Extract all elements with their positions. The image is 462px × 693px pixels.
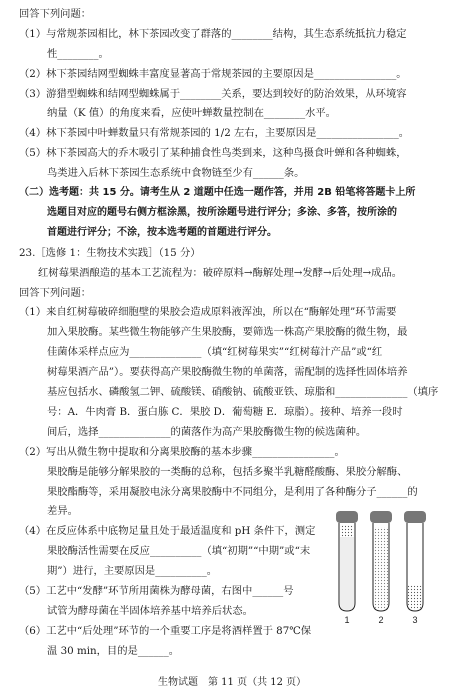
test-tubes-illustration	[326, 507, 436, 625]
test-tube-1	[336, 511, 358, 611]
text-line: 间后，选择______________的菌落作为高产果胶酶微生物的候选菌种。	[47, 425, 367, 438]
text-line: 回答下列问题：	[19, 286, 92, 299]
text-line: 纳量（K 值）的角度来看，应使叶蝉数量控制在________水平。	[47, 107, 336, 120]
tube-label-1: 1	[344, 615, 350, 625]
subquestion-5: （5）工艺中“发酵”环节所用菌株为酵母菌，右图中______号	[19, 585, 294, 597]
text-line: 佳菌体采样点应为______________（填“红树莓果实”“红树莓汁产品”或“红	[47, 346, 383, 359]
text-line: 树莓果酒产品”）。要获得高产果胶酶微生物的单菌落，需配制的选择性固体培养	[47, 366, 408, 379]
test-tube-3	[404, 511, 426, 611]
text-line: 鸟类进入后林下茶园生态系统中食物链至少有______条。	[47, 167, 305, 180]
text-line: 加入果胶酶。某些微生物能够产生果胶酶，要筛选一株高产果胶酶的微生物，最	[47, 326, 408, 339]
question-23-title: 23.［选修 1：生物技术实践］（15 分）	[19, 246, 201, 259]
text-line: 试管为酵母菌在半固体培养基中培养后状态。	[47, 604, 253, 617]
text-line: 基应包括水、磷酸氢二钾、硫酸镁、硝酸钠、硫酸亚铁、琼脂和______________（填序	[47, 386, 439, 399]
question-5: （5）林下茶园高大的乔木吸引了某种捕食性鸟类到来，这种鸟摄食叶蝉和各种蜘蛛，	[19, 147, 407, 160]
question-1: （1）与常规茶园相比，林下茶园改变了群落的________结构，其生态系统抵抗力稳定	[19, 27, 407, 40]
text-line: 期”）进行，主要原因是__________。	[47, 565, 218, 578]
question-4: （4）林下茶园中叶蝉数量只有常规茶园的 1/2 左右，主要原因是________________。	[19, 127, 410, 140]
text-line: 号：A．牛肉膏 B．蛋白胨 C．果胶 D．葡萄糖 E．琼脂）。接种、培养一段时	[47, 405, 403, 418]
text-line: 差异。	[47, 505, 78, 518]
tube-label-3: 3	[412, 615, 418, 625]
test-tube-2	[370, 511, 392, 611]
text-line: 果胶酶是能够分解果胶的一类酶的总称，包括多聚半乳糖醛酸酶、果胶分解酶、	[47, 465, 408, 478]
text-line: 温 30 min，目的是______。	[47, 644, 180, 657]
subquestion-6: （6）工艺中“后处理”环节的一个重要工序是将酒样置于 87℃保	[19, 624, 312, 637]
subquestion-2: （2）写出从微生物中提取和分离果胶酶的基本步骤________________。	[19, 445, 345, 458]
text-line: 果胶酶活性需要在反应__________（填“初期”“中期”或“末	[47, 545, 311, 558]
text-line: 回答下列问题：	[19, 8, 92, 20]
text-line: 果胶酯酶等，采用凝胶电泳分离果胶酶中不同组分，是利用了各种酶分子______的	[47, 485, 418, 498]
process-description: 红树莓果酒酿造的基本工艺流程为：破碎原料→酶解处理→发酵→后处理→成品。	[38, 266, 403, 279]
test-tubes-figure	[326, 507, 436, 625]
tube-label-2: 2	[378, 615, 384, 625]
subquestion-4: （4）在反应体系中底物足量且处于最适温度和 pH 条件下，测定	[19, 525, 316, 538]
elective-instructions-cont: 首题进行评分；不涂，按本选考题的首题进行评分。	[47, 226, 277, 238]
elective-instructions-cont: 选题目对应的题号右侧方框涂黑，按所涂题号进行评分；多涂、多答，按所涂的	[47, 206, 397, 218]
subquestion-1: （1）来自红树莓破碎细胞壁的果胶会造成原料液浑浊，所以在“酶解处理”环节需要	[19, 306, 397, 319]
question-3: （3）游猎型蜘蛛和结网型蜘蛛属于________关系，要达到较好的防治效果，从环境容	[19, 87, 407, 100]
question-2: （2）林下茶园结网型蜘蛛丰富度显著高于常规茶园的主要原因是________________。	[19, 67, 407, 80]
elective-instructions: （二）选考题：共 15 分。请考生从 2 道题中任选一题作答，并用 2B 铅笔将答题卡上所	[19, 187, 416, 199]
text-line: 性________。	[47, 47, 109, 60]
page-footer: 生物试题 第 11 页（共 12 页）	[158, 677, 307, 688]
